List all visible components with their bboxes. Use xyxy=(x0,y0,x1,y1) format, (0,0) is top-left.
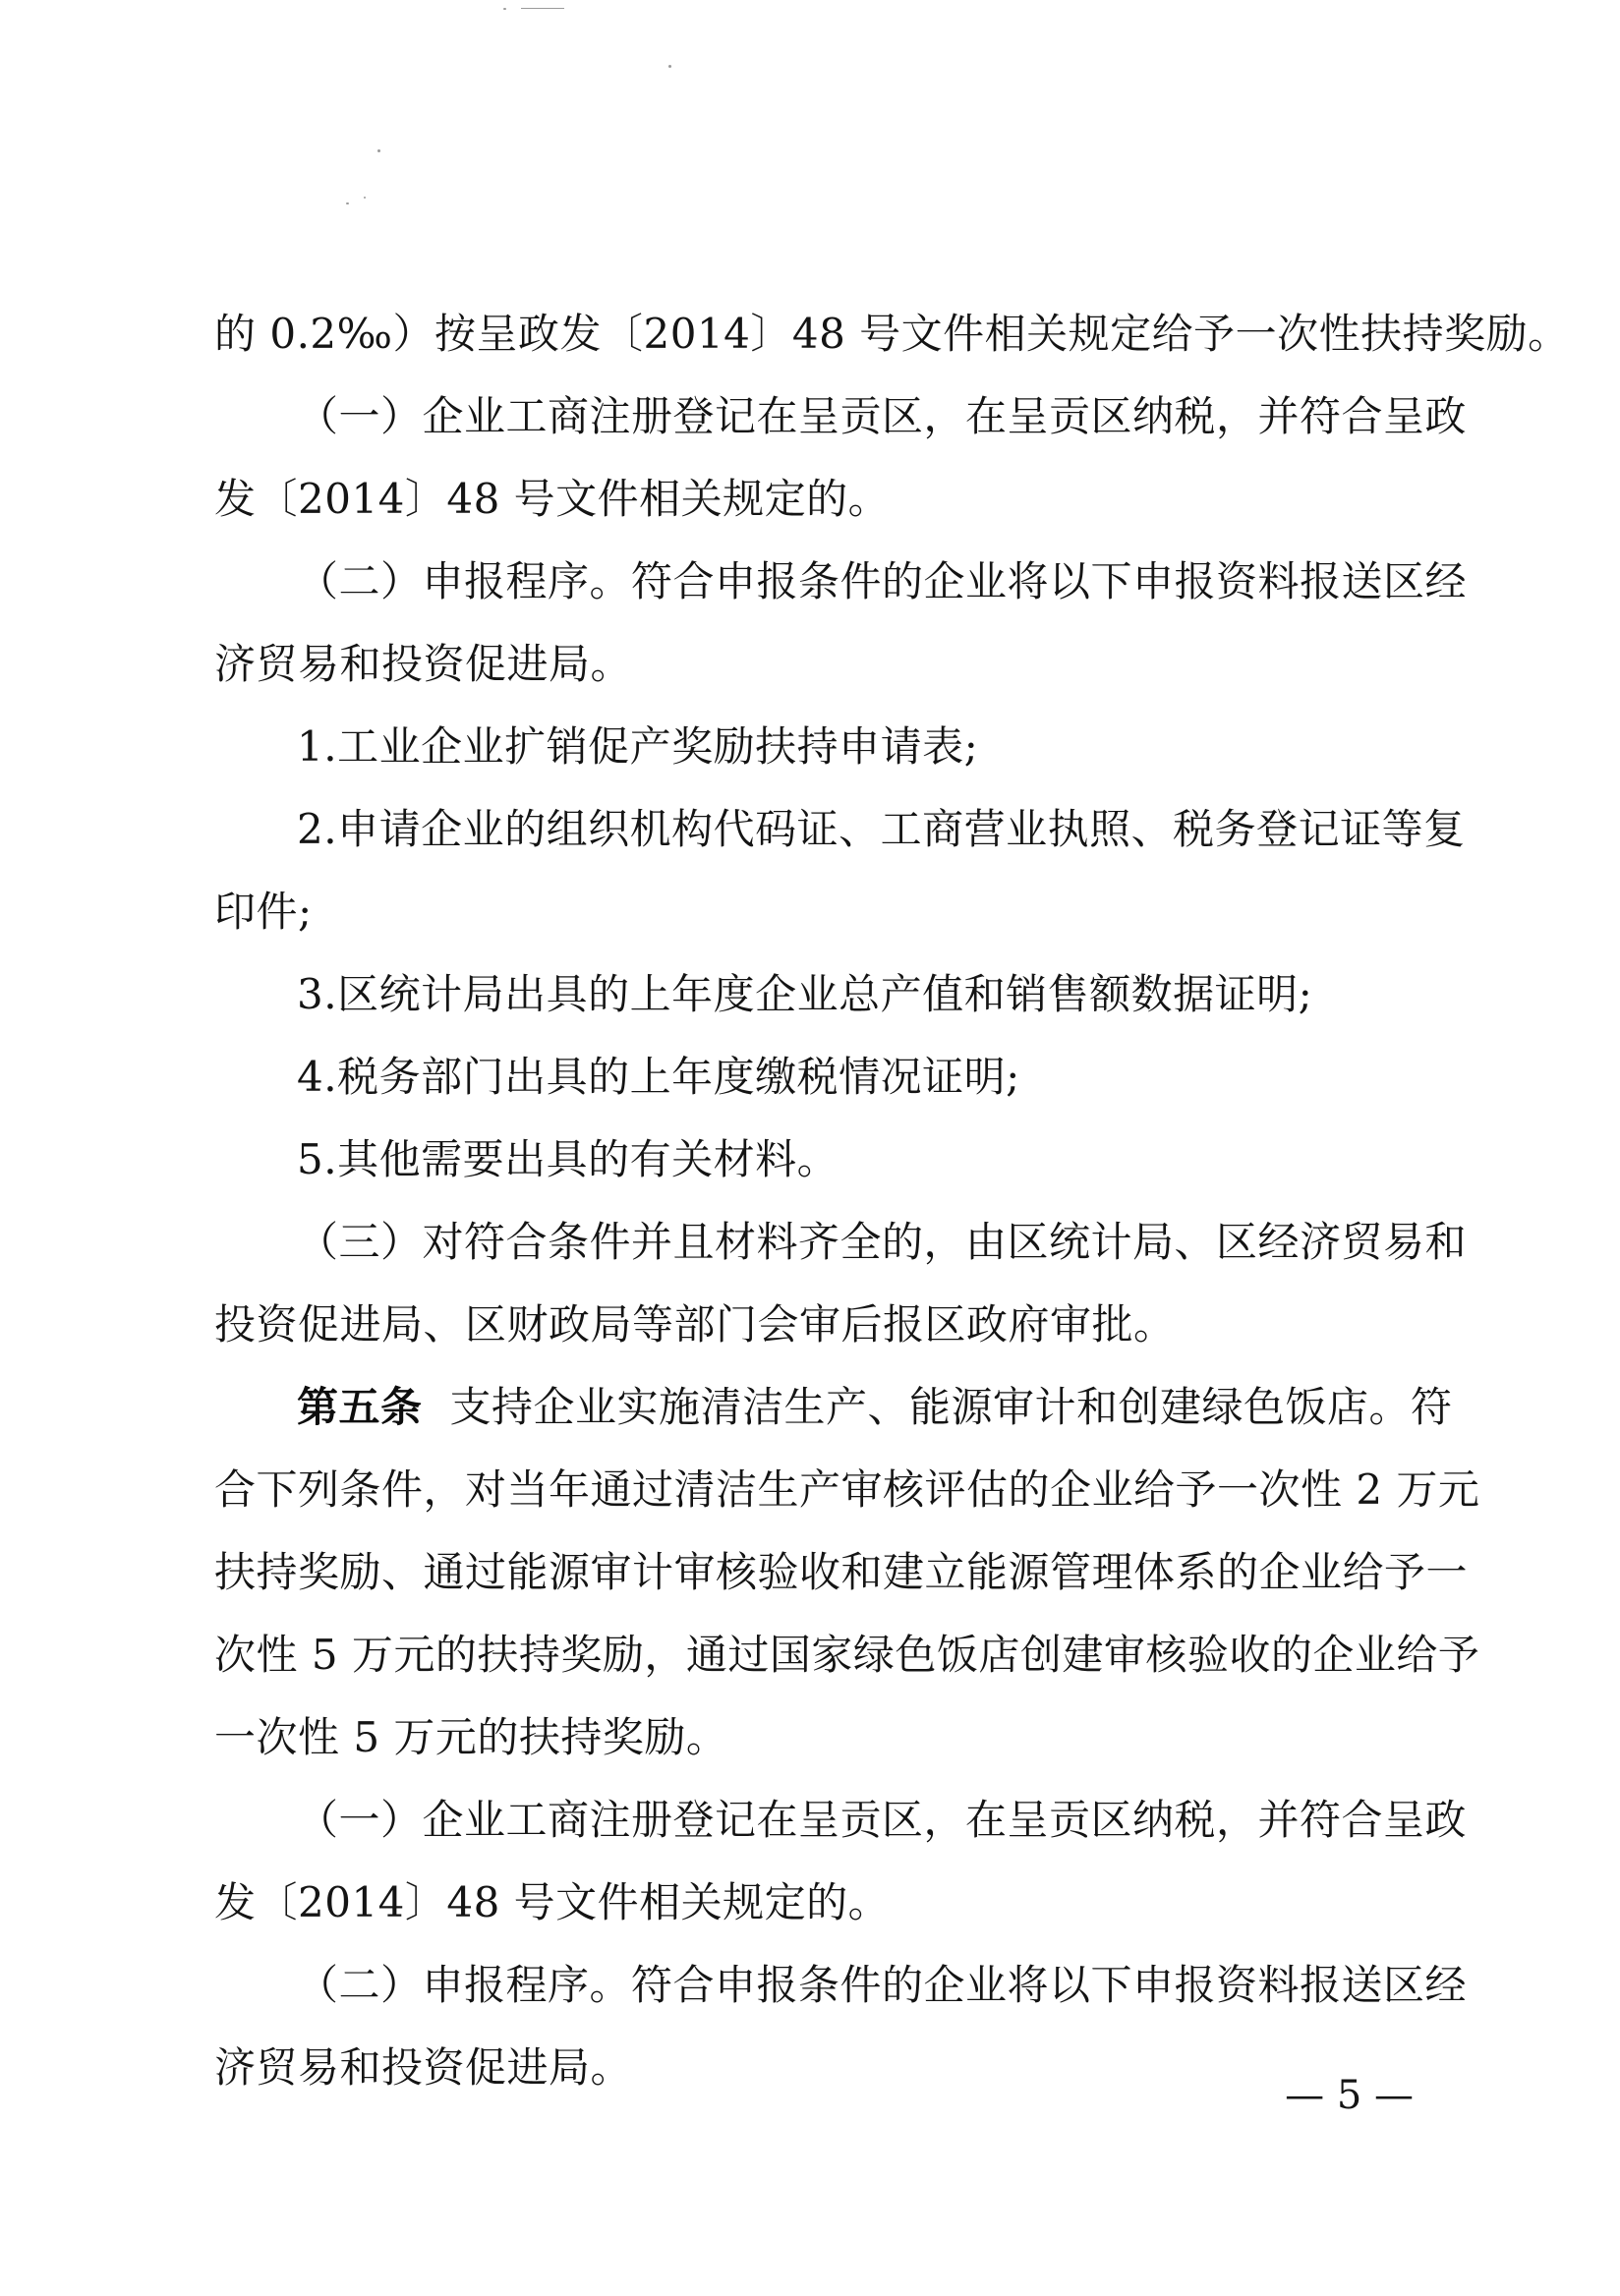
text-line: 发〔2014〕48 号文件相关规定的。 xyxy=(214,1878,891,1926)
text-line: 合下列条件，对当年通过清洁生产审核评估的企业给予一次性 2 万元 xyxy=(214,1465,1480,1514)
scan-speck xyxy=(521,8,564,9)
text-line: 扶持奖励、通过能源审计审核验收和建立能源管理体系的企业给予一 xyxy=(214,1548,1469,1596)
text-line: 3.区统计局出具的上年度企业总产值和销售额数据证明; xyxy=(297,970,1313,1018)
text-line: 济贸易和投资促进局。 xyxy=(214,2043,633,2092)
scan-speck xyxy=(377,149,380,152)
page-number: — 5 — xyxy=(1285,2073,1414,2118)
scan-speck xyxy=(668,65,671,68)
scan-speck xyxy=(346,202,349,204)
article-first-line xyxy=(214,1366,1453,1449)
text-line: （二）申报程序。符合申报条件的企业将以下申报资料报送区经 xyxy=(297,1961,1468,2009)
text-line: （一）企业工商注册登记在呈贡区，在呈贡区纳税，并符合呈政 xyxy=(297,1796,1468,1844)
text-line: 次性 5 万元的扶持奖励，通过国家绿色饭店创建审核验收的企业给予 xyxy=(214,1631,1480,1679)
text-line: 的 0.2‰）按呈政发〔2014〕48 号文件相关规定给予一次性扶持奖励。 xyxy=(214,310,1570,358)
text-line: 一次性 5 万元的扶持奖励。 xyxy=(214,1713,728,1761)
text-line: （三）对符合条件并且材料齐全的，由区统计局、区经济贸易和 xyxy=(297,1218,1468,1266)
text-line: 济贸易和投资促进局。 xyxy=(214,640,633,688)
text-line: （二）申报程序。符合申报条件的企业将以下申报资料报送区经 xyxy=(297,557,1468,605)
text-line: 1.工业企业扩销促产奖励扶持申请表; xyxy=(297,722,979,771)
text-line: 5.其他需要出具的有关材料。 xyxy=(297,1135,839,1183)
text-line: 投资促进局、区财政局等部门会审后报区政府审批。 xyxy=(214,1300,1176,1349)
scan-speck xyxy=(364,197,366,199)
text-line: 印件; xyxy=(214,888,313,936)
scan-speck xyxy=(503,8,506,10)
text-line: 发〔2014〕48 号文件相关规定的。 xyxy=(214,475,891,523)
text-line: 4.税务部门出具的上年度缴税情况证明; xyxy=(297,1053,1020,1101)
article-heading: 第五条 xyxy=(297,1383,423,1431)
text-line: （一）企业工商注册登记在呈贡区，在呈贡区纳税，并符合呈政 xyxy=(297,392,1468,440)
document-body xyxy=(214,293,1570,2109)
article-lead-text: 支持企业实施清洁生产、能源审计和创建绿色饭店。符 xyxy=(449,1383,1453,1431)
text-line: 2.申请企业的组织机构代码证、工商营业执照、税务登记证等复 xyxy=(297,805,1466,853)
